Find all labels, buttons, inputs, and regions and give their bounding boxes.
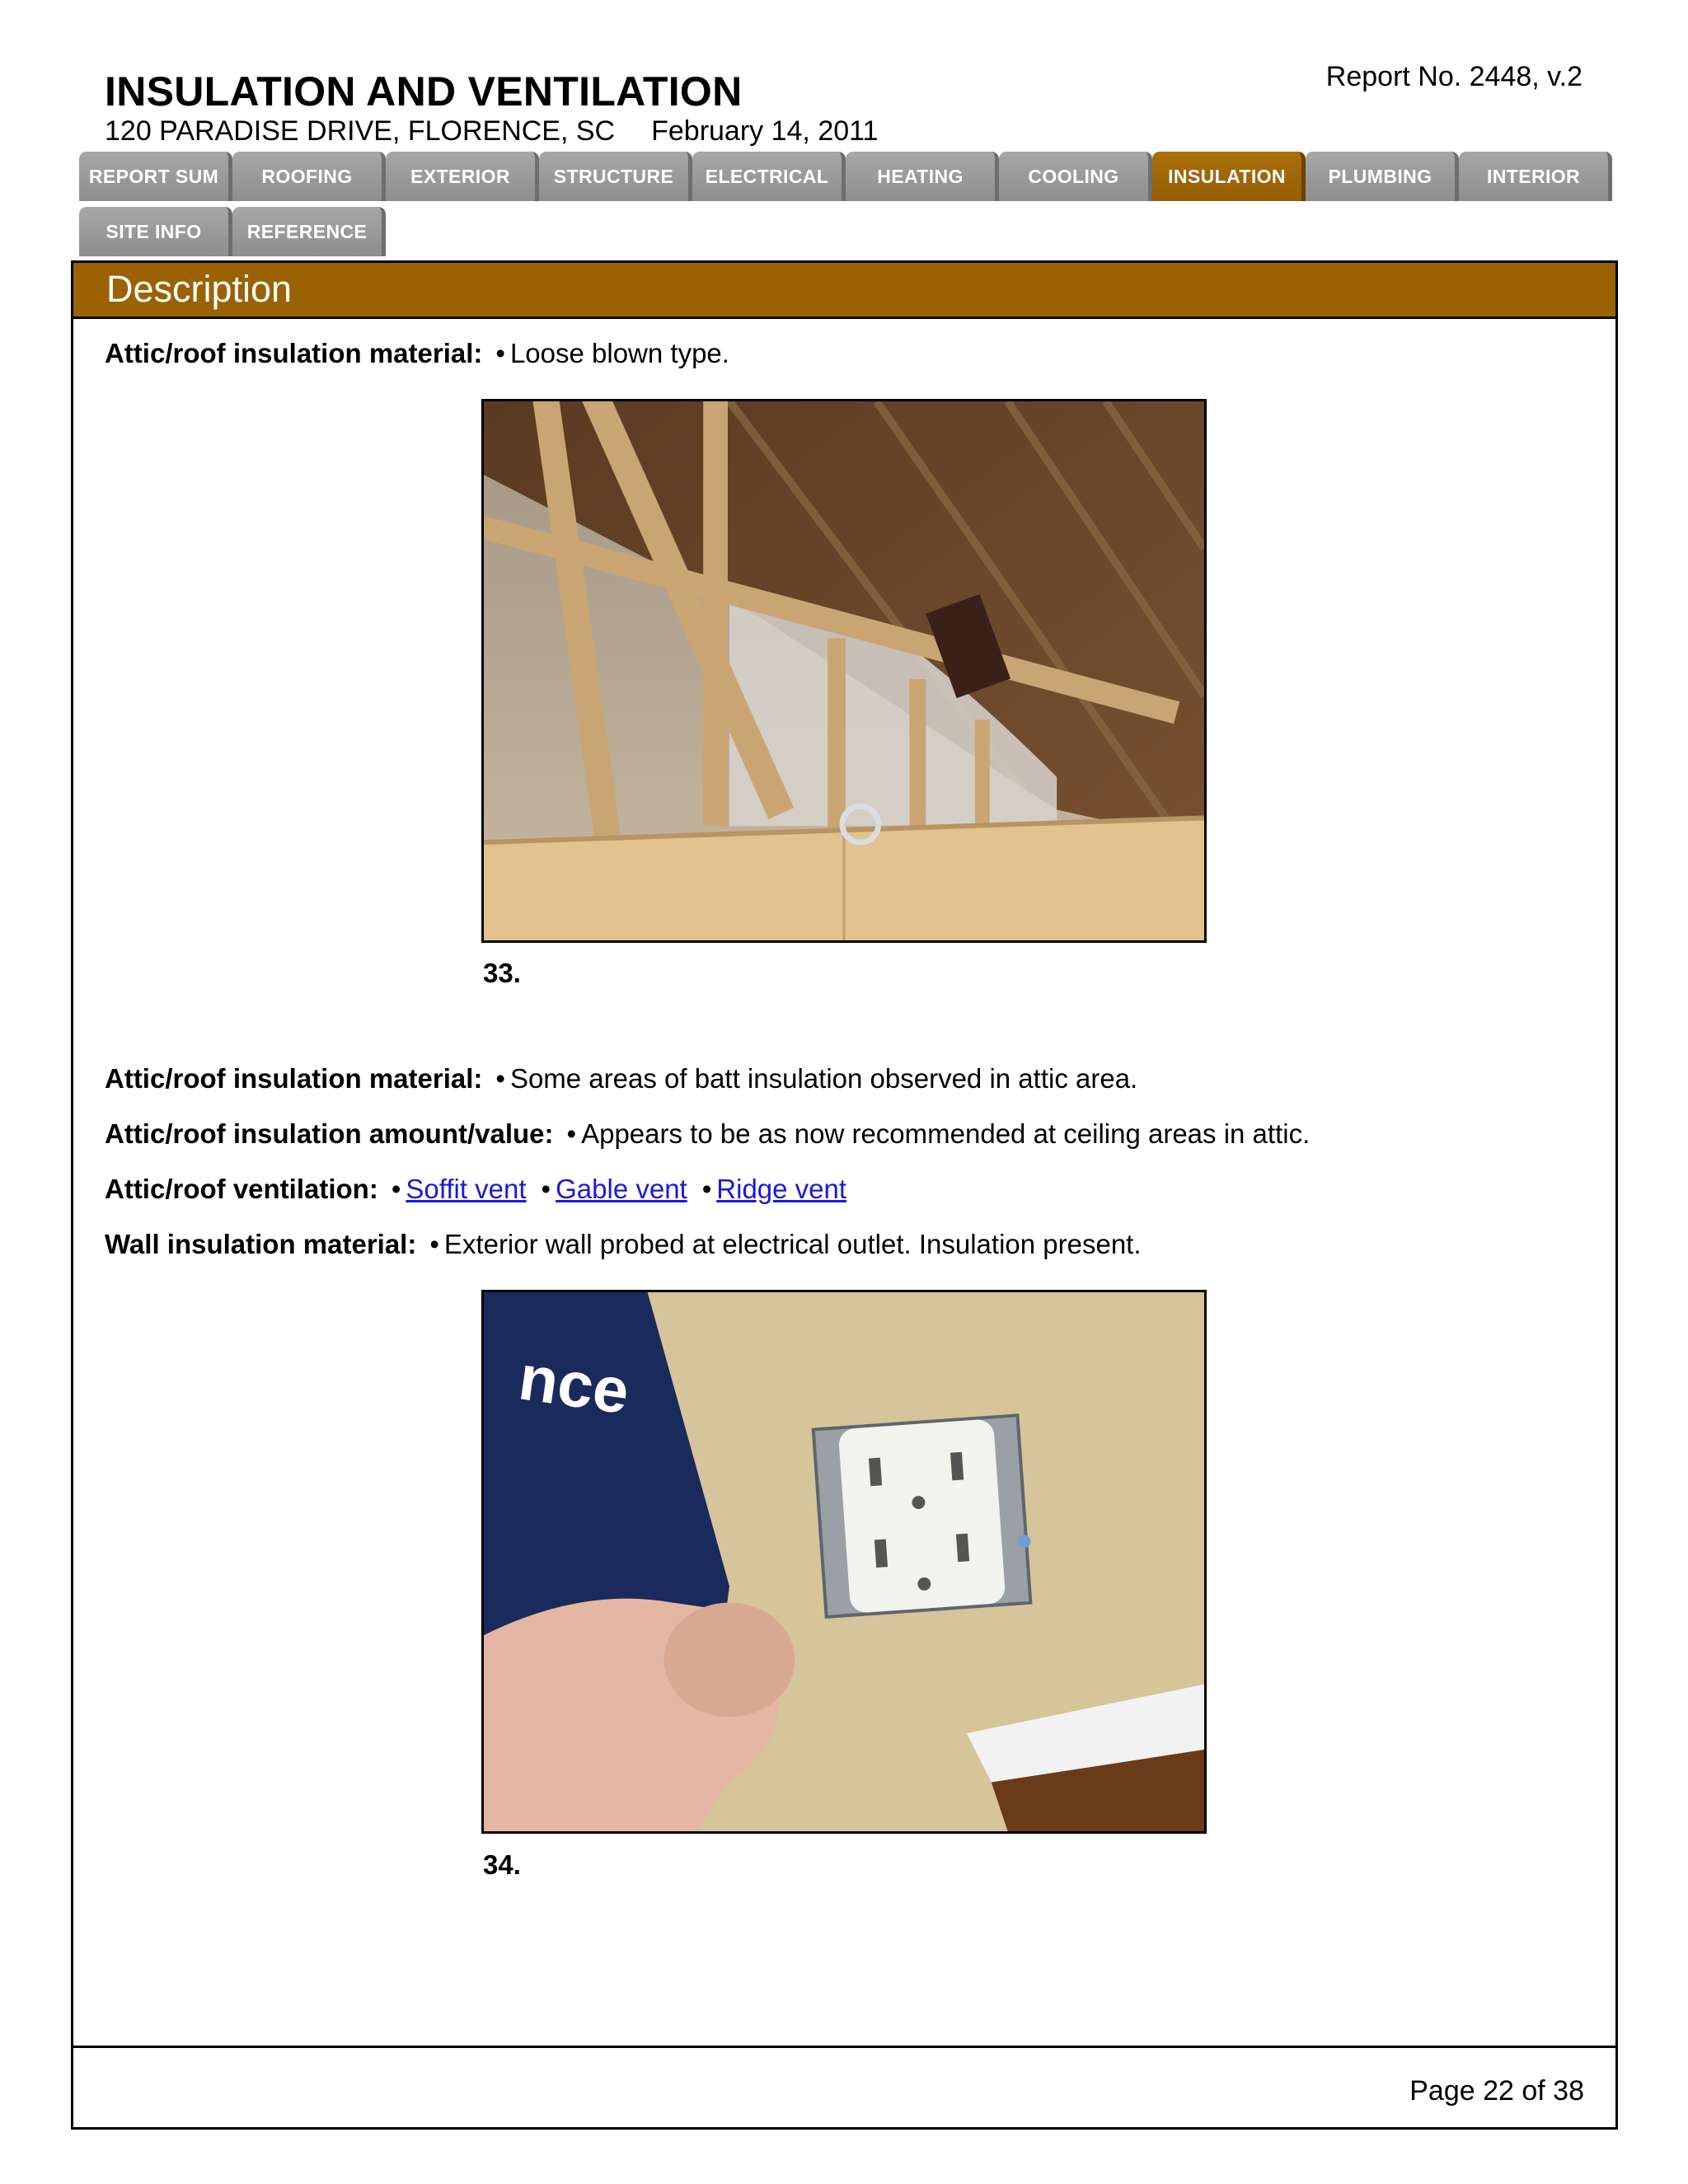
tab-insulation[interactable]: INSULATION (1152, 152, 1306, 201)
item-label: Attic/roof insulation material: (105, 338, 483, 368)
item-ventilation (105, 1174, 846, 1205)
tab-structure[interactable]: STRUCTURE (539, 152, 692, 201)
tab-cooling[interactable]: COOLING (999, 152, 1152, 201)
item-value: Some areas of batt insulation observed in attic area. (509, 1063, 1138, 1094)
tab-reference[interactable]: REFERENCE (232, 207, 386, 256)
item-label: Attic/roof insulation material: (105, 1063, 483, 1094)
bullet: • (495, 1063, 505, 1094)
item-label: Attic/roof ventilation: (105, 1174, 378, 1204)
tab-interior[interactable]: INTERIOR (1459, 152, 1612, 201)
photo-caption: 34. (483, 1849, 521, 1880)
soffit-vent-link[interactable]: Soffit vent (406, 1174, 527, 1204)
bullet: • (495, 338, 505, 368)
tab-bar-row-2 (79, 207, 386, 256)
bullet: • (391, 1174, 401, 1204)
bullet: • (566, 1118, 577, 1149)
address: 120 PARADISE DRIVE, FLORENCE, SC (105, 115, 616, 147)
tab-bar-row-1 (79, 152, 1612, 201)
tab-heating[interactable]: HEATING (846, 152, 999, 201)
report-number: Report No. 2448, v.2 (1325, 61, 1582, 92)
footer-divider (71, 2046, 1618, 2048)
item-insulation-amount (105, 1118, 1310, 1150)
item-label: Attic/roof insulation amount/value: (105, 1118, 554, 1149)
ridge-vent-link[interactable]: Ridge vent (716, 1174, 847, 1204)
item-value: Loose blown type. (509, 338, 729, 368)
tab-plumbing[interactable]: PLUMBING (1306, 152, 1459, 201)
item-value: Appears to be as now recommended at ceiling areas in attic. (581, 1118, 1311, 1149)
page-number: Page 22 of 38 (1409, 2075, 1584, 2107)
bullet: • (429, 1229, 439, 1259)
photo-caption: 33. (483, 958, 521, 988)
page-title: INSULATION AND VENTILATION (105, 68, 743, 115)
section-title: Description (106, 268, 293, 310)
electrical-outlet-photo (481, 1290, 1207, 1834)
page-subtitle (105, 115, 878, 148)
tab-roofing[interactable]: ROOFING (232, 152, 386, 201)
item-wall-insulation (105, 1229, 1142, 1260)
attic-insulation-photo (481, 399, 1207, 943)
tab-exterior[interactable]: EXTERIOR (386, 152, 539, 201)
sign-text: nce (514, 1342, 634, 1428)
gable-vent-link[interactable]: Gable vent (556, 1174, 687, 1204)
item-batt-insulation (105, 1063, 1137, 1094)
tab-report-sum[interactable]: REPORT SUM (79, 152, 232, 201)
bullet: • (541, 1174, 551, 1204)
report-date: February 14, 2011 (651, 115, 879, 147)
tab-electrical[interactable]: ELECTRICAL (692, 152, 846, 201)
item-value: Exterior wall probed at electrical outlet. Insulation present. (443, 1229, 1142, 1259)
tab-site-info[interactable]: SITE INFO (79, 207, 232, 256)
item-insulation-material (105, 338, 729, 369)
bullet: • (701, 1174, 712, 1204)
item-label: Wall insulation material: (105, 1229, 417, 1259)
section-header (73, 263, 1615, 319)
